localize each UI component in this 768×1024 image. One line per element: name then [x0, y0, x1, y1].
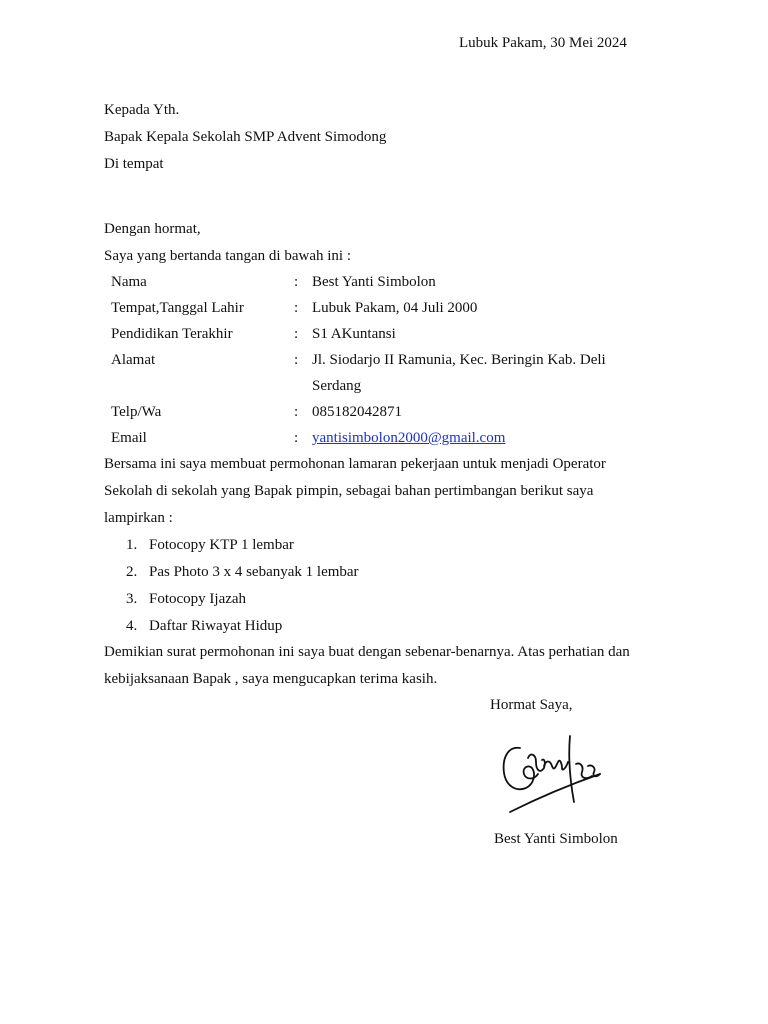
field-value: Lubuk Pakam, 04 Juli 2000 — [312, 300, 478, 316]
list-number: 1. — [126, 537, 138, 553]
recipient-line-1: Kepada Yth. — [104, 102, 180, 118]
field-value: Best Yanti Simbolon — [312, 274, 436, 290]
personal-data-table — [104, 272, 644, 454]
list-number: 4. — [126, 618, 138, 634]
list-text: Daftar Riwayat Hidup — [149, 618, 283, 634]
field-label: Tempat,Tanggal Lahir — [111, 300, 244, 316]
recipient-line-3: Di tempat — [104, 156, 164, 172]
field-separator: : — [294, 326, 299, 342]
field-separator: : — [294, 352, 299, 368]
recipient-line-2: Bapak Kepala Sekolah SMP Advent Simodong — [104, 129, 387, 145]
field-value: S1 AKuntansi — [312, 326, 396, 342]
signature-image — [500, 728, 610, 818]
field-label: Pendidikan Terakhir — [111, 326, 233, 342]
list-number: 3. — [126, 591, 138, 607]
greeting: Dengan hormat, — [104, 221, 201, 237]
field-label: Email — [111, 430, 147, 446]
field-label: Telp/Wa — [111, 404, 162, 420]
list-text: Pas Photo 3 x 4 sebanyak 1 lembar — [149, 564, 359, 580]
list-text: Fotocopy Ijazah — [149, 591, 247, 607]
list-text: Fotocopy KTP 1 lembar — [149, 537, 294, 553]
field-separator: : — [294, 300, 299, 316]
field-label: Alamat — [111, 352, 156, 368]
closing-paragraph: Demikian surat permohonan ini saya buat dengan sebenar-benarnya. Atas perhatian dan kebijaksanaan Bapak , saya mengucapkan terima kasih. — [104, 644, 630, 687]
field-value: 085182042871 — [312, 404, 402, 420]
closing-salutation: Hormat Saya, — [490, 697, 573, 713]
intro-line: Saya yang bertanda tangan di bawah ini : — [104, 248, 352, 264]
date-line: Lubuk Pakam, 30 Mei 2024 — [459, 35, 627, 51]
list-number: 2. — [126, 564, 138, 580]
email-link[interactable]: yantisimbolon2000@gmail.com — [312, 430, 506, 446]
field-separator: : — [294, 430, 299, 446]
field-value: Jl. Siodarjo II Ramunia, Kec. Beringin Kab. Deli Serdang — [312, 352, 606, 394]
field-label: Nama — [111, 274, 147, 290]
field-row-address — [104, 350, 644, 402]
signer-name: Best Yanti Simbolon — [494, 831, 618, 847]
field-separator: : — [294, 404, 299, 420]
field-separator: : — [294, 274, 299, 290]
body-paragraph: Bersama ini saya membuat permohonan lamaran pekerjaan untuk menjadi Operator Sekolah di sekolah yang Bapak pimpin, sebagai bahan pertimbangan berikut saya lampirkan : — [104, 456, 606, 526]
